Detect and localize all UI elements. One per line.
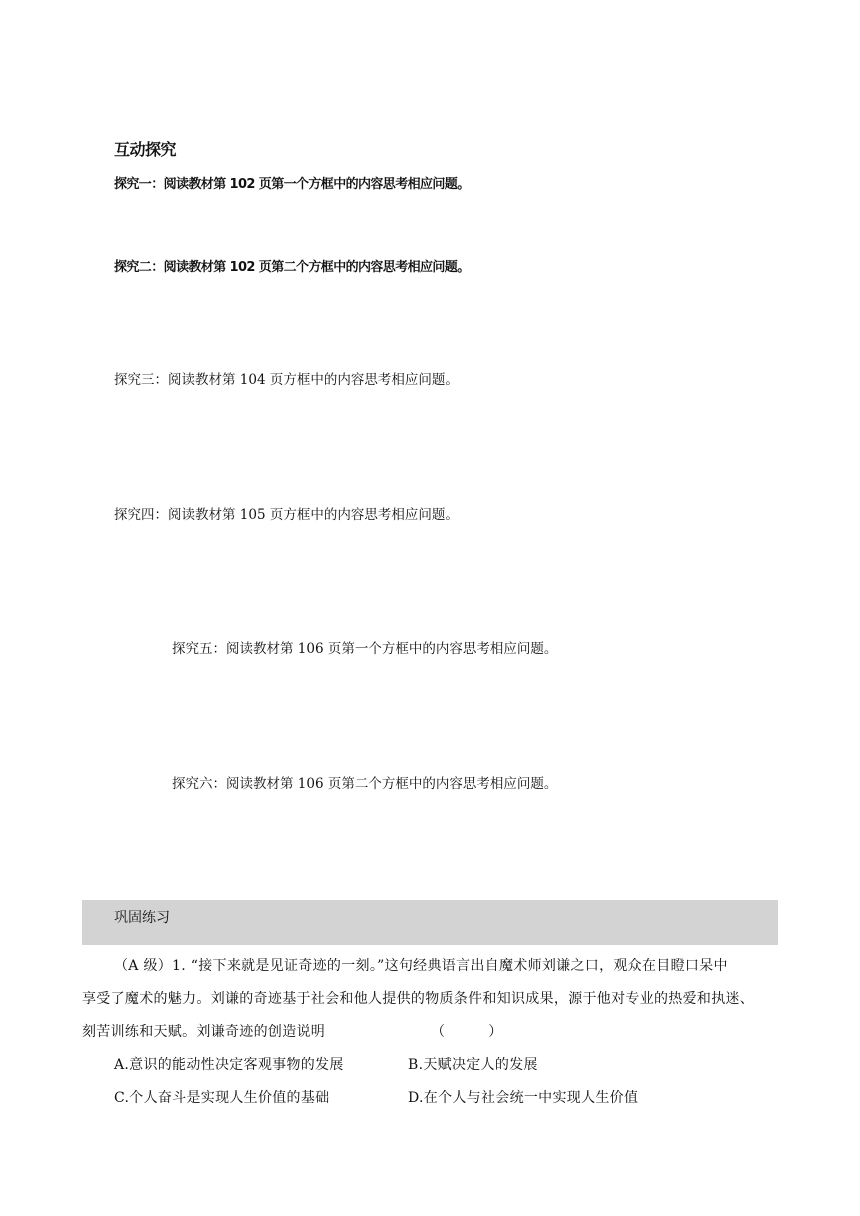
practice-title: 巩固练习 bbox=[114, 910, 170, 926]
option-c: C.个人奋斗是实现人生价值的基础 bbox=[114, 1090, 330, 1106]
practice-section-bar bbox=[82, 900, 778, 945]
section-heading: 互动探究 bbox=[114, 140, 177, 159]
exploration-6: 探究六：阅读教材第 106 页第二个方框中的内容思考相应问题。 bbox=[172, 776, 558, 792]
question-line-1: （A 级）1. “接下来就是见证奇迹的一刻。”这句经典语言出自魔术师刘谦之口，观众在目瞪口呆中 bbox=[114, 958, 728, 974]
exploration-2: 探究二：阅读教材第 102 页第二个方框中的内容思考相应问题。 bbox=[114, 260, 470, 275]
option-a: A.意识的能动性决定客观事物的发展 bbox=[114, 1057, 344, 1073]
exploration-3: 探究三：阅读教材第 104 页方框中的内容思考相应问题。 bbox=[114, 372, 459, 388]
answer-blank: （ ） bbox=[431, 1024, 503, 1040]
exploration-5: 探究五：阅读教材第 106 页第一个方框中的内容思考相应问题。 bbox=[172, 641, 558, 657]
option-b: B.天赋决定人的发展 bbox=[408, 1057, 538, 1073]
question-line-2: 享受了魔术的魅力。刘谦的奇迹基于社会和他人提供的物质条件和知识成果，源于他对专业的热爱和执迷、 bbox=[82, 991, 755, 1007]
option-d: D.在个人与社会统一中实现人生价值 bbox=[408, 1090, 639, 1106]
exploration-4: 探究四：阅读教材第 105 页方框中的内容思考相应问题。 bbox=[114, 507, 459, 523]
question-line-3: 刻苦训练和天赋。刘谦奇迹的创造说明 bbox=[82, 1024, 326, 1040]
exploration-1: 探究一：阅读教材第 102 页第一个方框中的内容思考相应问题。 bbox=[114, 177, 470, 192]
